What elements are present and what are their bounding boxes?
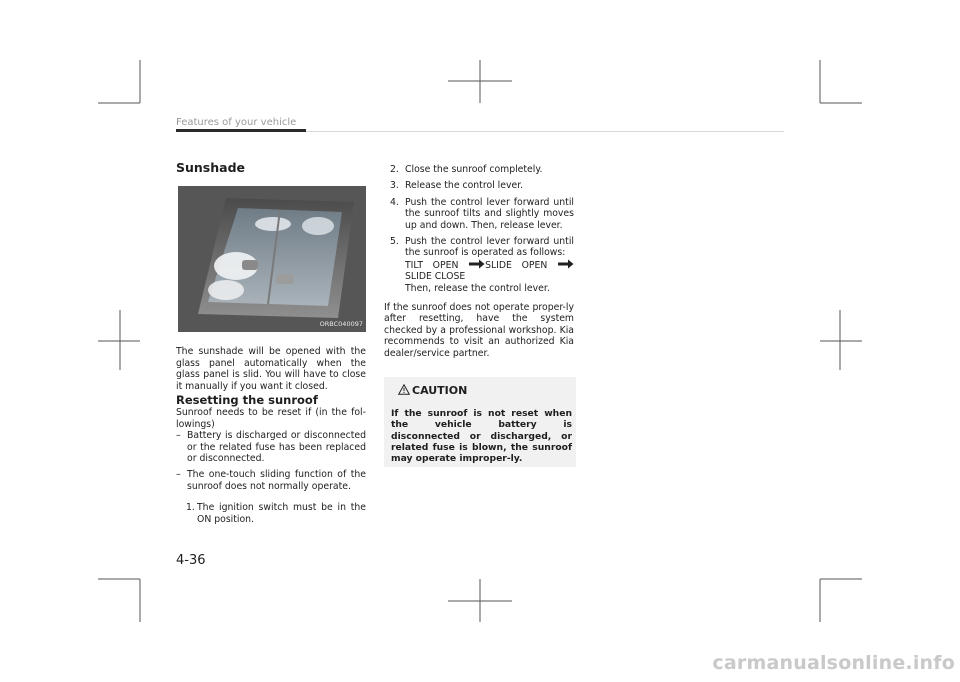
step-2: 2. Close the sunroof completely. <box>390 164 543 175</box>
bullet-item: – Battery is discharged or disconnected or the related fuse has been replaced or disconnected. <box>176 430 366 465</box>
arrow-right-icon <box>468 259 485 269</box>
reset-heading: Resetting the sunroof <box>176 393 318 408</box>
photo-code: ORBC040097 <box>319 320 363 328</box>
page-number: 4-36 <box>176 553 206 568</box>
watermark: carmanualsonline.info <box>712 652 955 674</box>
reset-failure-note: If the sunroof does not operate proper-ly after resetting, have the system checked by a professional workshop. Kia recommends to visit an authorized Kia dealer/service partner. <box>384 302 574 359</box>
header-bar <box>176 129 306 132</box>
step-5-end: Then, release the control lever. <box>405 282 550 294</box>
reset-intro: Sunroof needs to be reset if (in the fol-lowings) <box>176 407 366 430</box>
step-1: 1. The ignition switch must be in the ON position. <box>186 502 366 525</box>
left-column <box>176 162 366 530</box>
sunroof-photo <box>178 186 366 332</box>
section-title: Sunshade <box>176 160 246 175</box>
caution-title: CAUTION <box>398 384 467 396</box>
caution-box <box>384 377 576 467</box>
warning-triangle-icon <box>398 384 410 395</box>
right-column <box>384 164 574 467</box>
step-5: 5. Push the control lever forward until the sunroof is operated as follows: TILT OPEN SLIDE OPEN SLIDE CLOSE Then, release the control lever. <box>390 236 574 294</box>
bullet-item: – The one-touch sliding function of the sunroof does not normally operate. <box>176 469 366 492</box>
section-header: Features of your vehicle <box>176 117 297 128</box>
arrow-right-icon <box>557 259 574 269</box>
step-3: 3. Release the control lever. <box>390 180 524 192</box>
sunroof-illustration <box>178 186 366 332</box>
step-4: 4. Push the control lever forward until the sunroof tilts and slightly moves up and down. Then, release lever. <box>390 196 574 231</box>
operation-sequence: TILT OPEN SLIDE OPEN SLIDE CLOSE <box>405 259 574 283</box>
caution-text: If the sunroof is not reset when the vehicle battery is disconnected or discharged, or related fuse is blown, the sunroof may operate improper-ly. <box>391 408 572 465</box>
sunshade-description: The sunshade will be opened with the glass panel automatically when the glass panel is slid. You will have to close it manually if you want it closed. <box>176 346 366 392</box>
